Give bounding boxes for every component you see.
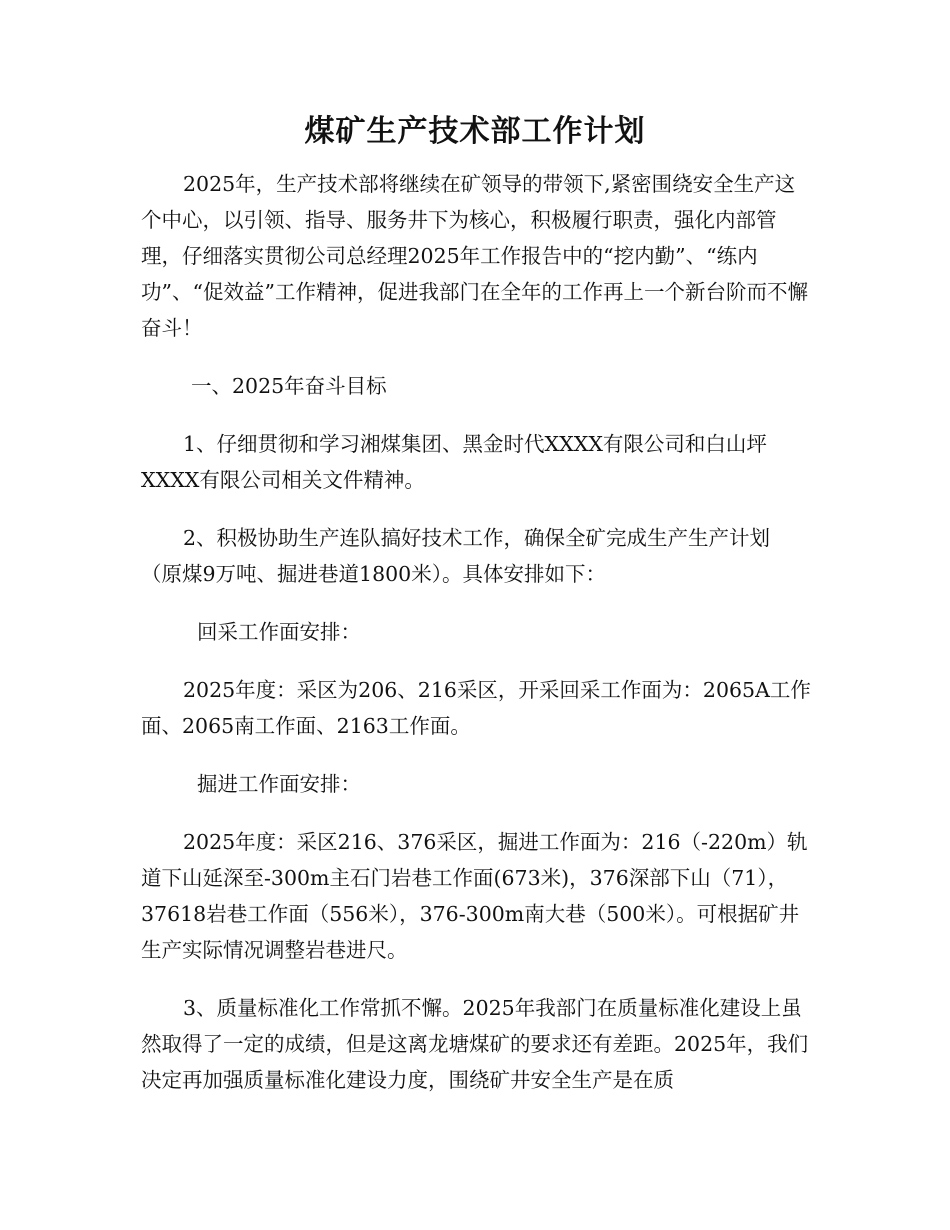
section-heading-goals: 一、2025年奋斗目标 xyxy=(191,374,387,398)
paragraph-mining-faces: 2025年度：采区为206、216采区，开采回采工作面为：2065A工作面、2065南工作面、2163工作面。 xyxy=(141,678,811,738)
subheading-mining-faces: 回采工作面安排： xyxy=(197,620,361,644)
paragraph-intro: 2025年，生产技术部将继续在矿领导的带领下,紧密围绕安全生产这个中心，以引领、指导、服务井下为核心，积极履行职责，强化内部管理，仔细落实贯彻公司总经理2025年工作报告中的“挖内勤”、“练内功”、“促效益”工作精神，促进我部门在全年的工作再上一个新台阶而不懈奋斗！ xyxy=(141,172,808,340)
paragraph-item-3: 3、质量标准化工作常抓不懈。2025年我部门在质量标准化建设上虽然取得了一定的成绩，但是这离龙塘煤矿的要求还有差距。2025年，我们决定再加强质量标准化建设力度，围绕矿井安全生产是在质 xyxy=(141,996,809,1092)
subheading-tunneling-faces: 掘进工作面安排： xyxy=(197,772,361,796)
document-body xyxy=(141,166,811,1120)
paragraph-item-2: 2、积极协助生产连队搞好技术工作，确保全矿完成生产生产计划（原煤9万吨、掘进巷道1800米）。具体安排如下： xyxy=(141,526,771,586)
document-title: 煤矿生产技术部工作计划 xyxy=(304,114,646,149)
paragraph-item-1: 1、仔细贯彻和学习湘煤集团、黑金时代XXXX有限公司和白山坪XXXX有限公司相关文件精神。 xyxy=(141,432,767,492)
paragraph-tunneling-faces: 2025年度：采区216、376采区，掘进工作面为：216（-220m）轨道下山延深至-300m主石门岩巷工作面(673米)，376深部下山（71），37618岩巷工作面（556米），376-300m南大巷（500米）。可根据矿井生产实际情况调整岩巷进尺。 xyxy=(141,830,808,962)
